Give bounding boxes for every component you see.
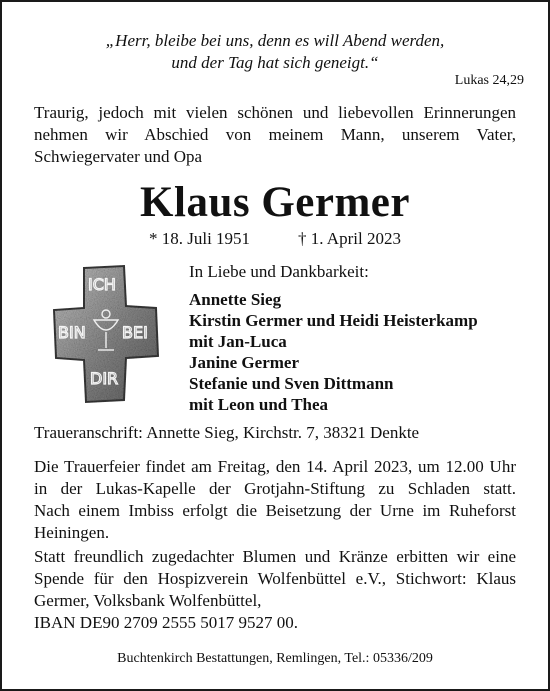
donation-text (34, 546, 516, 634)
intro-line: Schwiegervater und Opa (34, 147, 203, 166)
donation-line: Germer, Volksbank Wolfenbüttel, (34, 591, 262, 610)
intro-line: Traurig, jedoch mit vielen schönen und liebevollen Erinnerungen (34, 103, 516, 122)
list-item: Kirstin Germer und Heidi Heisterkamp (189, 311, 478, 330)
mourners-list (189, 289, 478, 415)
list-item: mit Jan-Luca (189, 332, 287, 351)
mourning-address: Traueranschrift: Annette Sieg, Kirchstr. 7, 38321 Denkte (34, 423, 420, 442)
cross-text-top: ICH (88, 275, 116, 294)
bible-quote (2, 30, 548, 74)
intro-line: nehmen wir Abschied von meinem Mann, unserem Vater, (34, 125, 516, 144)
service-line: Heiningen. (34, 523, 110, 542)
service-line: in der Lukas-Kapelle der Grotjahn-Stiftung zu Schladen statt. (34, 479, 516, 498)
list-item: Stefanie und Sven Dittmann (189, 374, 394, 393)
intro-text (34, 102, 516, 168)
quote-reference: Lukas 24,29 (454, 73, 524, 88)
donation-line: Statt freundlich zugedachter Blumen und Kränze erbitten wir eine (34, 547, 516, 566)
donation-line: IBAN DE90 2709 2555 5017 9527 00. (34, 613, 298, 632)
death-date: † 1. April 2023 (298, 229, 401, 248)
birth-date: * 18. Juli 1951 (149, 229, 251, 248)
quote-line: „Herr, bleibe bei uns, denn es will Abend werden, (105, 31, 445, 50)
mourners-heading: In Liebe und Dankbarkeit: (189, 262, 369, 281)
deceased-name: Klaus Germer (140, 179, 410, 226)
cross-text-left: BIN (58, 323, 86, 342)
cross-text-bottom: DIR (90, 369, 119, 388)
service-line: Die Trauerfeier findet am Freitag, den 14. April 2023, um 12.00 Uhr (34, 457, 516, 476)
list-item: Janine Germer (189, 353, 299, 372)
list-item: Annette Sieg (189, 290, 282, 309)
funeral-service-text (34, 456, 516, 544)
list-item: mit Leon und Thea (189, 395, 329, 414)
cross-icon (52, 264, 160, 404)
cross-text-right: BEI (122, 323, 148, 342)
service-line: Nach einem Imbiss erfolgt die Beisetzung der Urne im Ruheforst (34, 501, 516, 520)
donation-line: Spende für den Hospizverein Wolfenbüttel e.V., Stichwort: Klaus (34, 569, 516, 588)
funeral-home-footer: Buchtenkirch Bestattungen, Remlingen, Tel.: 05336/209 (117, 651, 433, 666)
quote-line: und der Tag hat sich geneigt.“ (171, 53, 379, 72)
